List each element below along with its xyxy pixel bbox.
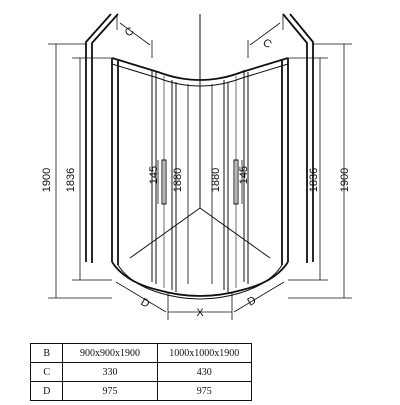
height-dims-left — [48, 44, 112, 298]
table-row — [31, 344, 252, 363]
row-key-c: C — [31, 363, 63, 382]
right-wall-outer — [290, 14, 313, 262]
c-left-label: C — [122, 25, 137, 40]
height-outer-right-label: 1900 — [339, 167, 351, 193]
row-c-size-1: 330 — [63, 363, 157, 382]
row-key-b: B — [31, 344, 63, 363]
row-b-size-2: 1000x1000x1900 — [157, 344, 251, 363]
handle-left-label: 145 — [148, 165, 160, 185]
wall-outline — [86, 14, 313, 263]
left-wall-outer — [86, 14, 111, 262]
c-right-label: C — [260, 36, 274, 52]
handle-right-label: 145 — [238, 165, 250, 185]
table-row — [31, 382, 252, 401]
door-left-label: 1880 — [172, 167, 184, 193]
right-wall-edge — [283, 14, 307, 263]
row-d-size-1: 975 — [63, 382, 157, 401]
d-right-label: D — [245, 294, 259, 309]
row-b-size-1: 900x900x1900 — [63, 344, 157, 363]
d-left-label: D — [138, 296, 152, 311]
bottom-tray-inner — [118, 265, 282, 299]
door-right-label: 1880 — [210, 167, 222, 193]
x-label: X — [196, 307, 204, 319]
floor-line-right — [200, 208, 270, 258]
dimension-c-right — [248, 14, 283, 58]
spec-table — [30, 343, 252, 401]
row-c-size-2: 430 — [157, 363, 251, 382]
row-key-d: D — [31, 382, 63, 401]
floor-line-left — [130, 208, 200, 258]
d-right-dim-line — [234, 282, 284, 312]
table-row — [31, 363, 252, 382]
height-outer-left-label: 1900 — [41, 167, 53, 193]
height-inner-right-label: 1836 — [308, 167, 320, 193]
row-d-size-2: 975 — [157, 382, 251, 401]
bottom-curved-tray — [112, 262, 288, 296]
height-inner-left-label: 1836 — [65, 167, 77, 193]
left-wall-edge — [92, 14, 118, 263]
